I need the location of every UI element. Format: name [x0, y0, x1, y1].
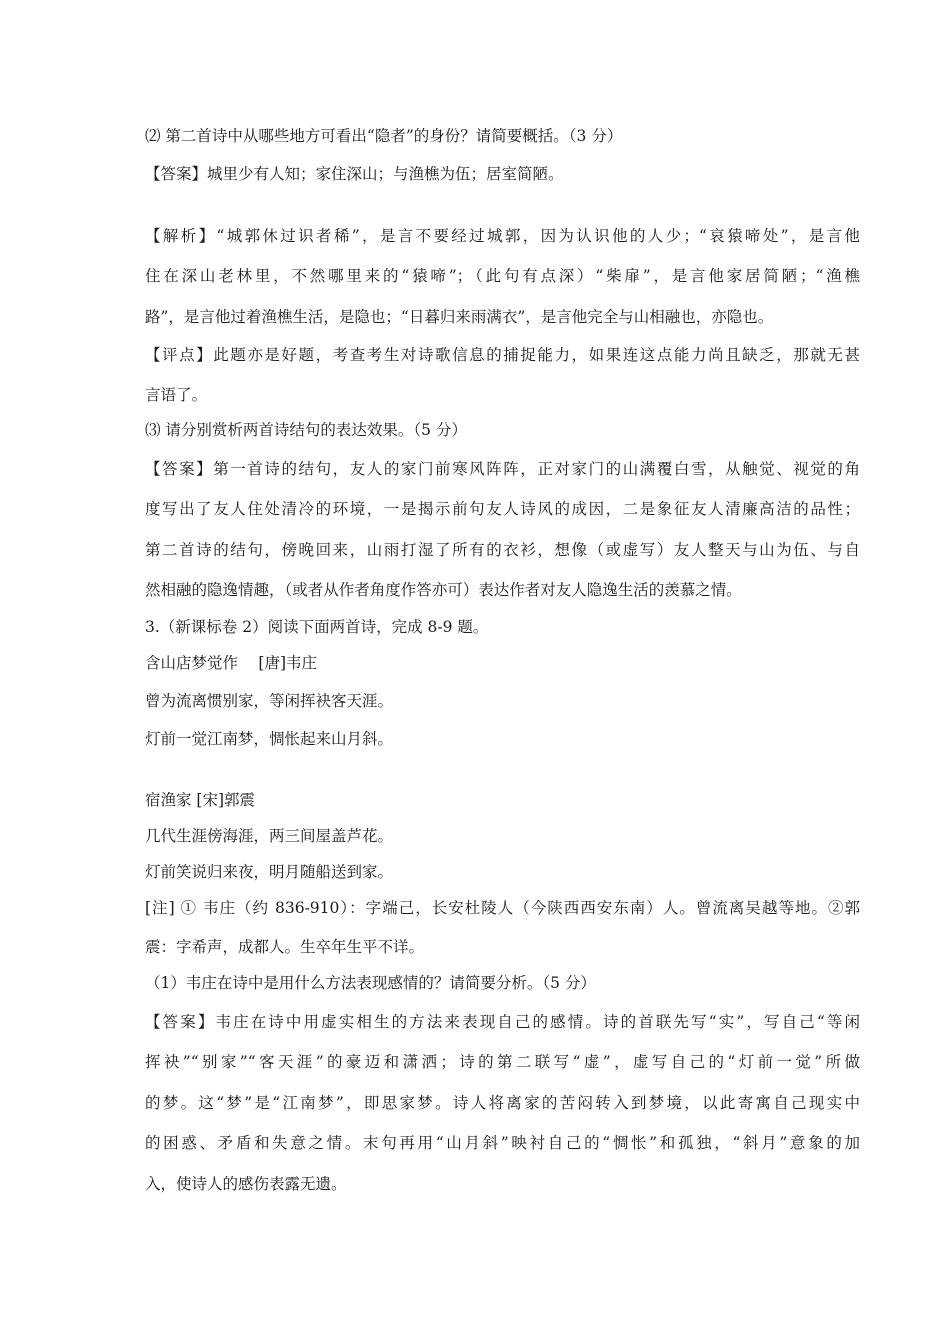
answer-1-line-1: 【答案】韦庄在诗中用虚实相生的方法来表现自己的感情。诗的首联先写“实”，写自己“等闲 [145, 1013, 860, 1031]
comment-line-1: 【评点】此题亦是好题，考查考生对诗歌信息的捕捉能力，如果连这点能力尚且缺乏，那就无甚 [145, 346, 860, 364]
answer-2: 【答案】城里少有人知；家住深山；与渔樵为伍；居室简陋。 [145, 165, 564, 183]
answer-1-line-3: 的梦。这“梦”是“江南梦”，即思家梦。诗人将离家的苦闷转入到梦境，以此寄寓自己现实中 [145, 1094, 860, 1112]
poem-1-line-2: 灯前一觉江南梦，惆怅起来山月斜。 [145, 730, 394, 748]
analysis-line-2: 住在深山老林里，不然哪里来的“猿啼”；（此句有点深）“柴扉”，是言他家居简陋；“渔樵 [145, 267, 860, 285]
poem-1-title: 含山店梦觉作 [唐]韦庄 [145, 654, 318, 672]
question-2: ⑵ 第二首诗中从哪些地方可看出“隐者”的身份？请简要概括。（3 分） [145, 127, 623, 145]
note-line-2: 震：字希声，成都人。生卒年生平不详。 [145, 938, 425, 956]
poem-2-title: 宿渔家 [宋]郭震 [145, 791, 256, 809]
answer-3-line-3: 第二首诗的结句，傍晚回来，山雨打湿了所有的衣衫，想像（或虚写）友人整天与山为伍、与自 [145, 541, 860, 559]
answer-1-line-2: 挥袂”“别家”“客天涯”的豪迈和潇洒；诗的第二联写“虚”，虚写自己的“灯前一觉”所做 [145, 1053, 860, 1071]
answer-3-line-4: 然相融的隐逸情趣，（或者从作者角度作答亦可）表达作者对友人隐逸生活的羡慕之情。 [145, 581, 742, 599]
analysis-line-1: 【解析】“城郭休过识者稀”，是言不要经过城郭，因为认识他的人少；“哀猿啼处”，是言他 [145, 227, 860, 245]
poem-2-line-1: 几代生涯傍海涯，两三间屋盖芦花。 [145, 827, 394, 845]
poem-2-line-2: 灯前笑说归来夜，明月随船送到家。 [145, 863, 394, 881]
section-3-heading: 3.（新课标卷 2）阅读下面两首诗，完成 8-9 题。 [145, 618, 489, 636]
poem-1-line-1: 曾为流离惯别家，等闲挥袂客天涯。 [145, 692, 394, 710]
question-1: （1）韦庄在诗中是用什么方法表现感情的？请简要分析。（5 分） [145, 974, 596, 992]
analysis-line-3: 路”，是言他过着渔樵生活，是隐也；“日暮归来雨满衣”，是言他完全与山相融也，亦隐也。 [145, 308, 774, 326]
answer-1-line-5: 入，使诗人的感伤表露无遗。 [145, 1175, 347, 1193]
comment-line-2: 言语了。 [145, 386, 208, 404]
note-line-1: [注] ① 韦庄（约 836-910）：字端己，长安杜陵人（今陕西西安东南）人。曾流离吴越等地。②郭 [145, 899, 860, 917]
answer-3-line-2: 度写出了友人住处清冷的环境，一是揭示前句友人诗风的成因，二是象征友人清廉高洁的品性； [145, 500, 860, 518]
answer-3-line-1: 【答案】第一首诗的结句，友人的家门前寒风阵阵，正对家门的山满覆白雪，从触觉、视觉的角 [145, 460, 860, 478]
question-3: ⑶ 请分别赏析两首诗结句的表达效果。（5 分） [145, 421, 467, 439]
answer-1-line-4: 的困惑、矛盾和失意之情。末句再用“山月斜”映衬自己的“惆怅”和孤独，“斜月”意象的加 [145, 1134, 860, 1152]
